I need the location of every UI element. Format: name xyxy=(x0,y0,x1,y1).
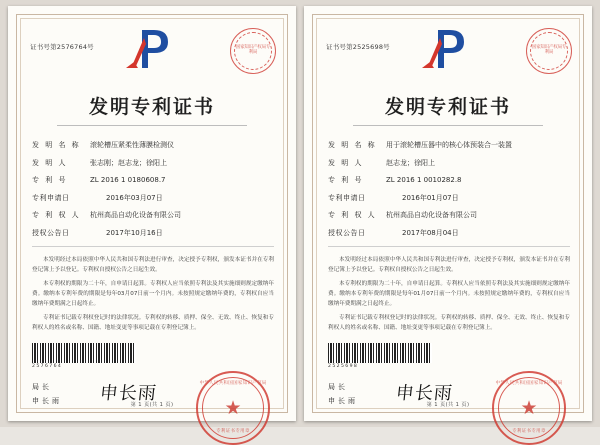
fields-right xyxy=(328,140,570,238)
field-row xyxy=(32,175,274,186)
seal-star-icon: ★ xyxy=(224,396,242,419)
seal-subtext: 专利证书专用章 xyxy=(216,429,250,435)
field-label: 专 利 权 人 xyxy=(32,211,81,219)
field-label: 授权公告日 xyxy=(32,228,70,237)
field-value: 张志刚；赵志龙；徐阳上 xyxy=(90,158,167,167)
field-label: 专 利 权 人 xyxy=(328,211,377,219)
field-row xyxy=(328,158,570,169)
field-row xyxy=(328,210,570,221)
signature-handwriting-right: 申长雨 xyxy=(394,383,454,405)
barcode-left xyxy=(32,343,136,363)
certificate-left xyxy=(8,6,296,435)
field-row xyxy=(32,210,274,221)
field-row xyxy=(328,228,570,239)
page-number-left: 第 1 页(共 1 页) xyxy=(130,402,174,408)
field-value: 赵志龙；徐阳上 xyxy=(386,158,435,167)
field-row xyxy=(32,158,274,169)
field-row xyxy=(328,193,570,204)
page-number-right: 第 1 页(共 1 页) xyxy=(426,402,470,408)
title-rule-right xyxy=(353,125,543,126)
barcode-right xyxy=(328,343,432,363)
seal-subtext: 专利证书专用章 xyxy=(512,429,546,435)
signature-zone-left xyxy=(8,375,296,441)
body-text-left xyxy=(32,255,274,333)
field-value: 杭州高品自动化设备有限公司 xyxy=(90,211,181,219)
field-row xyxy=(32,228,274,239)
seal-star-icon: ★ xyxy=(520,396,538,419)
seal-text: 中华人民共和国国家知识产权局 xyxy=(495,381,563,387)
field-row xyxy=(32,140,274,151)
barcode-number-right: 2525698 xyxy=(328,364,359,370)
field-label: 发 明 人 xyxy=(32,158,68,167)
field-value: 2016年01月07日 xyxy=(402,193,459,202)
field-row xyxy=(328,140,570,151)
signature-zone-right xyxy=(304,375,592,441)
top-right-seal-text-left: 国家知识产权局专利局 xyxy=(234,32,272,70)
field-value: 2017年08月04日 xyxy=(402,228,459,237)
field-value: 2016年03月07日 xyxy=(106,193,163,202)
signature-handwriting-left: 申长雨 xyxy=(98,383,158,405)
field-value: 杭州高品自动化设备有限公司 xyxy=(386,211,477,219)
field-label: 授权公告日 xyxy=(328,228,366,237)
field-value: 用于滚轮槽压器中的核心体预装合一装置 xyxy=(386,141,512,149)
body-paragraph: 本发明经过本局依照中华人民共和国专利法进行审查，决定授予专利权，颁发本证书并在专利登记簿上予以登记。专利权自授权公告之日起生效。 xyxy=(32,257,274,274)
barcode-number-left: 2576764 xyxy=(32,364,63,370)
official-red-seal-left xyxy=(196,371,270,445)
top-right-seal-text-right: 国家知识产权局专利局 xyxy=(530,32,568,70)
top-right-seal-right xyxy=(526,28,572,74)
certificate-title-right: 发明专利证书 xyxy=(384,96,511,118)
top-right-seal-left xyxy=(230,28,276,74)
field-label: 专利申请日 xyxy=(32,193,70,202)
field-label: 发 明 名 称 xyxy=(32,141,81,149)
certificate-number-right: 证书号第2525698号 xyxy=(326,43,390,51)
field-row xyxy=(32,193,274,204)
certificate-header-right xyxy=(304,6,592,90)
section-divider-left xyxy=(32,246,274,247)
body-paragraph: 本专利权的期限为二十年，自申请日起算。专利权人应当依照专利法及其实施细则规定缴纳年费。缴纳本专利年费的期限是每年03月07日前一个月内。未按照规定缴纳年费的，专利权自应当缴纳年费期满之日起终止。 xyxy=(32,280,274,308)
title-rule-left xyxy=(57,125,247,126)
field-value: ZL 2016 1 0010282.8 xyxy=(386,176,462,184)
certificate-number-left: 证书号第2576764号 xyxy=(30,43,94,51)
official-red-seal-right xyxy=(492,371,566,445)
signature-label-left: 局长 申长雨 xyxy=(32,383,62,405)
seal-text: 中华人民共和国国家知识产权局 xyxy=(199,381,267,387)
signature-label-right: 局长 申长雨 xyxy=(328,383,358,405)
body-paragraph: 本专利权的期限为二十年，自申请日起算。专利权人应当依照专利法及其实施细则规定缴纳年费。缴纳本专利年费的期限是每年01月07日前一个月内。未按照规定缴纳年费的，专利权自应当缴纳年费期满之日起终止。 xyxy=(328,280,570,308)
section-divider-right xyxy=(328,246,570,247)
field-row xyxy=(328,175,570,186)
field-label: 专利申请日 xyxy=(328,193,366,202)
field-label: 发 明 人 xyxy=(328,158,364,167)
field-value: 滚轮槽压紧柔性薄膜检测仪 xyxy=(90,141,174,149)
body-text-right xyxy=(328,255,570,333)
field-label: 发 明 名 称 xyxy=(328,141,377,149)
body-paragraph: 本发明经过本局依照中华人民共和国专利法进行审查，决定授予专利权，颁发本证书并在专利登记簿上予以登记。专利权自授权公告之日起生效。 xyxy=(328,257,570,274)
body-paragraph: 专利证书记载专利权登记时的法律状况。专利权的转移、质押、保全、无效、终止、恢复和专利权人的姓名或名称、国籍、地址变更等事项记载在专利登记簿上。 xyxy=(32,314,274,332)
body-paragraph: 专利证书记载专利权登记时的法律状况。专利权的转移、质押、保全、无效、终止、恢复和专利权人的姓名或名称、国籍、地址变更等事项记载在专利登记簿上。 xyxy=(328,314,570,332)
field-label: 专 利 号 xyxy=(328,176,364,184)
cnipa-logo-icon xyxy=(420,26,476,72)
fields-left xyxy=(32,140,274,238)
field-value: 2017年10月16日 xyxy=(106,228,163,237)
certificate-title-left: 发明专利证书 xyxy=(88,96,215,118)
field-value: ZL 2016 1 0180608.7 xyxy=(90,176,166,184)
certificate-right xyxy=(304,6,592,435)
cnipa-logo-icon xyxy=(124,26,180,72)
certificate-header-left xyxy=(8,6,296,90)
field-label: 专 利 号 xyxy=(32,176,68,184)
